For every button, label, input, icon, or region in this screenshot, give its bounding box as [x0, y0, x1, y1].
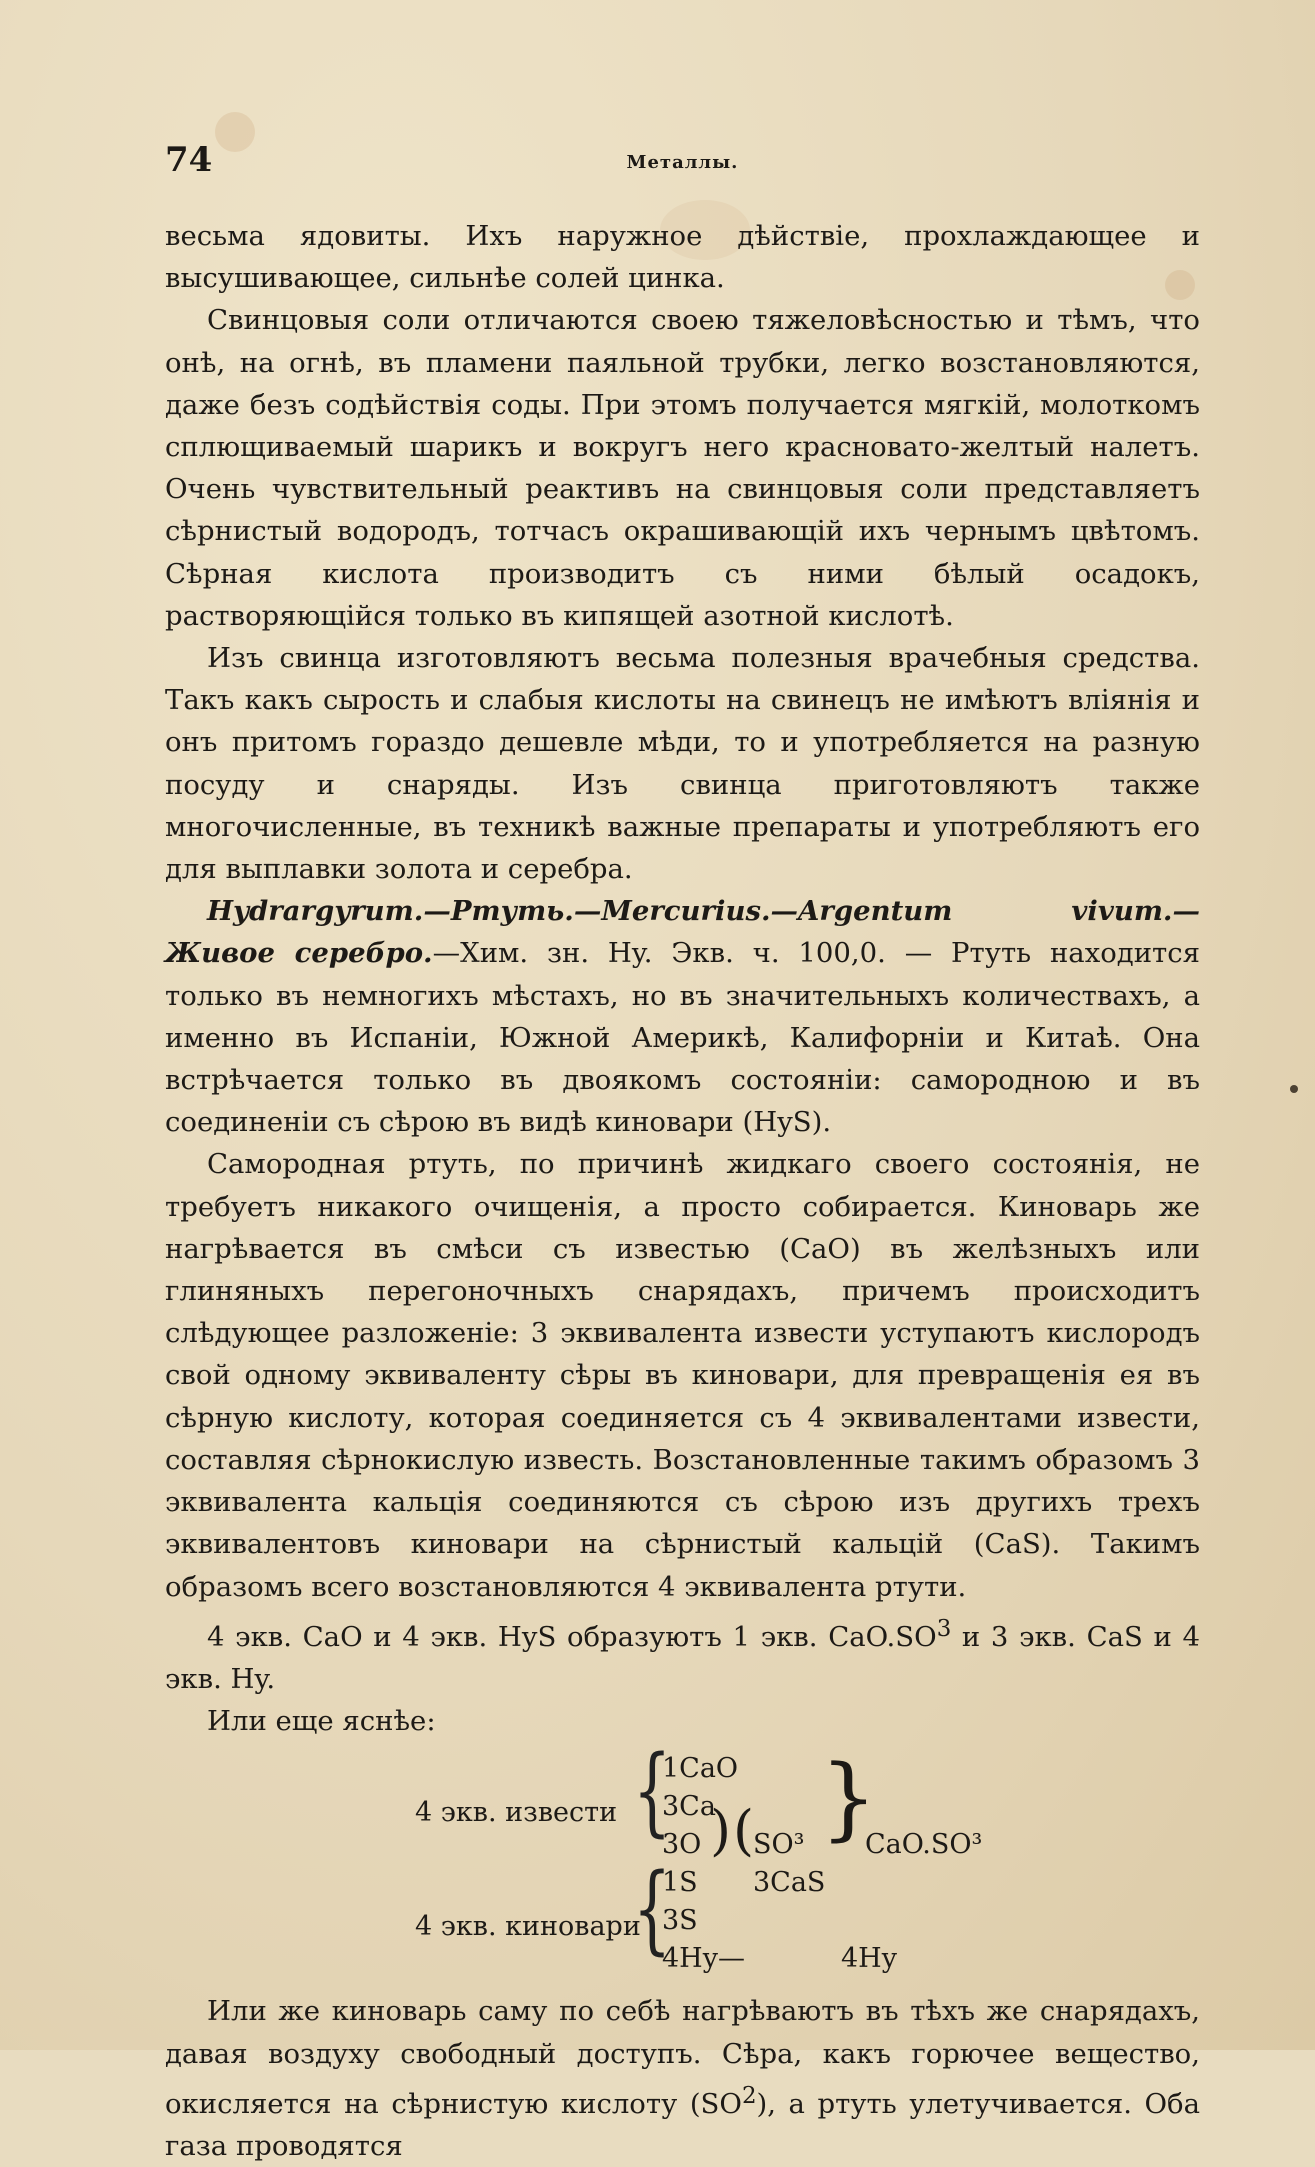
paper-spot — [1290, 1085, 1298, 1093]
page-header — [165, 140, 1200, 180]
mercury-latin-title: Hydrargyrum.—Ртуть.—Mercurius.—Argentum vivum.—Живое серебро. — [165, 895, 1200, 970]
row-1s: 1S — [662, 1867, 698, 1899]
equation-text-a: 4 экв. CaO и 4 экв. HyS образуютъ 1 экв. CaO.SO — [207, 1620, 937, 1653]
last-text-b: ), а ртуть улетучивается. Оба газа проводятся — [165, 2088, 1200, 2163]
running-head: Металлы. — [626, 152, 739, 173]
paragraph-2: Свинцовыя соли отличаются своею тяжеловѣсностью и тѣмъ, что онѣ, на огнѣ, въ пламени паяльной трубки, легко возстановляются, даже безъ содѣйствія соды. При этомъ получается мягкій, молоткомъ сплющиваемый шарикъ и вокругъ него красновато-желтый налетъ. Очень чувствительный реактивъ на свинцовыя соли представляетъ сѣрнистый водородъ, тотчасъ окрашивающій ихъ чернымъ цвѣтомъ. Сѣрная кислота производитъ съ ними бѣлый осадокъ, растворяющійся только въ кипящей азотной кислотѣ. — [165, 304, 1200, 632]
row-4hy: 4Hy— — [662, 1943, 745, 1975]
equation-sup: 3 — [936, 1615, 952, 1642]
result-label: CaO.SO³ — [865, 1829, 983, 1861]
paragraph-mercury — [165, 890, 1200, 1143]
hy4-label: 4Hy — [841, 1943, 897, 1975]
brace-cinnabar: { — [633, 1854, 672, 1967]
row-3ca: 3Ca — [662, 1791, 716, 1823]
paragraph-5: Самородная ртуть, по причинѣ жидкаго своего состоянія, не требуетъ никакого очищенія, а просто собирается. Киноварь же нагрѣвается въ смѣси съ известью (CaO) въ желѣзныхъ или глиняныхъ перегоночныхъ снарядахъ, причемъ происходитъ слѣдующее разложеніе: 3 эквивалента извести уступаютъ кислородъ свой одному эквиваленту сѣры въ киновари, для превращенія ея въ сѣрную кислоту, которая соединяется съ 4 эквивалентами извести, составляя сѣрнокислую известь. Возстановленные такимъ образомъ 3 эквивалента кальція соединяются съ сѣрою изъ другихъ трехъ эквивалентовъ киновари на сѣрнистый кальцій (CaS). Такимъ образомъ всего возстановляются 4 эквивалента ртути. — [165, 1148, 1200, 1603]
or-clearer: Или еще яснѣе: — [207, 1705, 436, 1738]
reaction-scheme — [165, 1736, 1200, 1984]
cas3-label: 3CaS — [753, 1867, 826, 1899]
bracket-small-left: ( — [733, 1799, 755, 1863]
last-sup: 2 — [741, 2082, 757, 2109]
row-3o: 3O — [662, 1829, 702, 1861]
so3-label: SO³ — [753, 1829, 805, 1861]
paragraph-3: Изъ свинца изготовляютъ весьма полезныя врачебныя средства. Такъ какъ сырость и слабыя кислоты на свинецъ не имѣютъ вліянія и онъ притомъ гораздо дешевле мѣди, то и употребляется на разную посуду и снаряды. Изъ свинца приготовляютъ также многочисленные, въ техникѣ важные препараты и употребляютъ его для выплавки золота и серебра. — [165, 642, 1200, 886]
page-number: 74 — [165, 140, 213, 180]
paragraph-1: весьма ядовиты. Ихъ наружное дѣйствіе, прохлаждающее и высушивающее, сильнѣе солей цинка. — [165, 220, 1200, 295]
equation-line — [165, 1608, 1200, 1701]
equation-text-b: и 3 экв. CaS и 4 экв. Hy. — [165, 1620, 1200, 1696]
label-cinnabar: 4 экв. киновари — [415, 1911, 641, 1943]
row-3s: 3S — [662, 1905, 698, 1937]
mercury-text: —Хим. зн. Hy. Экв. ч. 100,0. — Ртуть находится только въ немногихъ мѣстахъ, но въ значительныхъ количествахъ, а именно въ Испаніи, Южной Америкѣ, Калифорніи и Китаѣ. Она встрѣчается только въ двоякомъ состояніи: самородною и въ соединеніи съ сѣрою въ видѣ киновари (HyS). — [165, 937, 1200, 1139]
last-text-a: Или же киноварь саму по себѣ нагрѣваютъ въ тѣхъ же снарядахъ, давая воздуху свободный доступъ. Сѣра, какъ горючее вещество, окисляется на сѣрнистую кислоту (SO — [165, 1995, 1200, 2121]
body-text — [165, 215, 1200, 2167]
bracket-small: ) — [710, 1799, 732, 1863]
brace-lime: { — [633, 1736, 672, 1849]
row-1cao: 1CaO — [662, 1753, 739, 1785]
last-paragraph — [165, 1990, 1200, 2167]
label-lime: 4 экв. извести — [415, 1797, 618, 1829]
bracket-large: } — [820, 1746, 878, 1852]
